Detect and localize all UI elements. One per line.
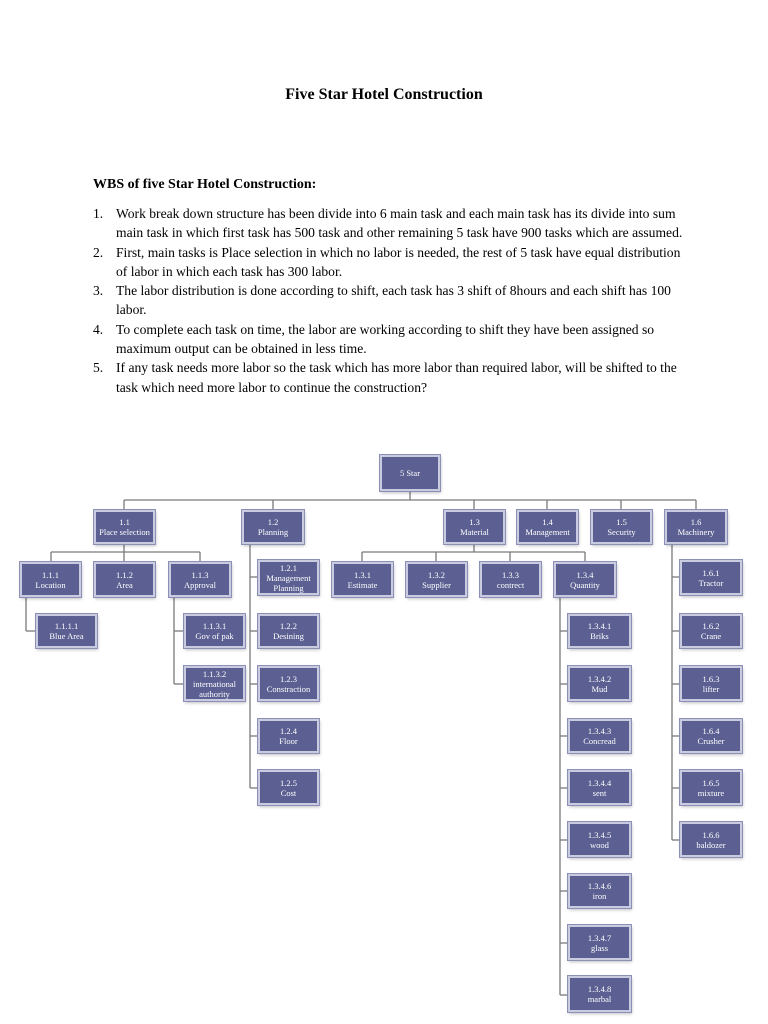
- node-code: 1.6.4: [702, 726, 720, 736]
- node-code: 1.1.2: [116, 569, 133, 580]
- node-code: 1.1.1.1: [54, 621, 79, 631]
- node-name: lifter: [702, 683, 720, 694]
- node-code: 1.3.2: [428, 569, 445, 580]
- wbs-node-1-6-3: [680, 666, 742, 701]
- list-number: 5.: [93, 360, 104, 376]
- node-code: 1.1: [119, 517, 130, 527]
- node-code: 1.3.4.5: [587, 829, 612, 840]
- wbs-node-1-2-2: [258, 614, 319, 648]
- node-name: Location: [35, 579, 66, 590]
- node-code: 1.6.3: [702, 673, 720, 684]
- node-code: 1.3.4.4: [587, 777, 612, 788]
- wbs-node-1-6-4: [680, 719, 742, 753]
- node-code: 1.1.1: [42, 569, 59, 580]
- node-code: 1.3.4: [576, 569, 594, 580]
- node-code: 1.3.1: [354, 569, 371, 580]
- node-name: wood: [590, 839, 609, 850]
- wbs-node-1-3-4-7: [568, 925, 631, 960]
- wbs-node-1-1-1: [20, 562, 81, 597]
- node-code: 1.3.4.6: [587, 881, 612, 891]
- wbs-node-1-6-2: [680, 614, 742, 648]
- wbs-node-1-6: [665, 510, 727, 544]
- node-name: Mud: [591, 683, 608, 694]
- wbs-node-1-1-3-1: [184, 614, 245, 648]
- wbs-node-1-4: [517, 510, 578, 544]
- wbs-node-1-6-5: [680, 770, 742, 805]
- document-title: Five Star Hotel Construction: [285, 86, 483, 103]
- wbs-node-1-3-2: [406, 562, 467, 597]
- list-text: Work break down structure has been divide into 6 main task and each main task has its divide into sum main task in which first task has 500 task and other remaining 5 task have 900 tasks which are assumed.: [116, 206, 683, 241]
- list-number: 2.: [93, 244, 104, 260]
- node-name: Gov of pak: [195, 631, 234, 641]
- node-code: 1.6.1: [702, 567, 720, 578]
- node-code: 1.3.4.1: [587, 621, 612, 631]
- node-code: 1.1.3.1: [202, 621, 227, 631]
- wbs-node-1-6-1: [680, 560, 742, 595]
- node-code: 1.6.5: [702, 777, 720, 788]
- list-text: The labor distribution is done according to shift, each task has 3 shift of 8hours and each shift has 100 labor.: [116, 283, 671, 318]
- list-text: To complete each task on time, the labor are working according to shift they have been assigned so maximum output can be obtained in less time.: [116, 321, 655, 357]
- section-heading: WBS of five Star Hotel Construction:: [93, 177, 317, 192]
- list-number: 4.: [93, 321, 104, 337]
- node-name: baldozer: [696, 839, 726, 850]
- node-code: 1.3.4.3: [587, 726, 612, 736]
- node-name: Desining: [273, 631, 304, 641]
- node-code: 1.2.3: [280, 673, 297, 684]
- node-code: 1.3.4.8: [587, 984, 612, 994]
- wbs-node-1-2-5: [258, 770, 319, 805]
- node-code: 1.3.3: [502, 569, 519, 580]
- node-name: Cost: [280, 787, 297, 798]
- node-code: 1.6.2: [702, 621, 720, 631]
- node-name: Blue Area: [49, 631, 84, 641]
- node-name: Material: [460, 527, 489, 537]
- wbs-root-node: [380, 455, 440, 491]
- node-name: Area: [116, 579, 133, 590]
- wbs-node-1-2: [242, 510, 304, 544]
- node-name: Briks: [590, 631, 609, 641]
- node-code: 1.2.1: [280, 562, 297, 573]
- wbs-node-1-3-4-2: [568, 666, 631, 701]
- node-name: Security: [607, 527, 636, 537]
- list-text: If any task needs more labor so the task which has more labor than required labor, will be shifted to the task which need more labor to continue the construction?: [116, 360, 677, 395]
- node-code: 1.6: [690, 517, 702, 527]
- wbs-node-1-3: [444, 510, 505, 544]
- node-name: Estimate: [347, 579, 378, 590]
- wbs-node-1-1-1-1: [36, 614, 97, 648]
- node-code: 1.1.3: [191, 569, 209, 580]
- list-text: First, main tasks is Place selection in which no labor is needed, the rest of 5 task have equal distribution of labor in which each task has 300 labor.: [116, 244, 681, 279]
- node-name: Management Planning: [266, 572, 311, 593]
- node-code: 1.6.6: [702, 829, 720, 840]
- node-name: Planning: [257, 527, 289, 537]
- node-name: Concread: [583, 736, 616, 746]
- node-name: Place selection: [99, 527, 150, 537]
- wbs-node-1-3-4-4: [568, 770, 631, 805]
- node-name: Approval: [183, 579, 217, 590]
- node-name: Management: [525, 527, 570, 537]
- node-name: international authority: [193, 678, 236, 699]
- node-code: 1.4: [542, 517, 553, 527]
- node-name: Crane: [700, 631, 722, 641]
- wbs-node-1-1: [94, 510, 155, 544]
- wbs-node-1-3-4-6: [568, 874, 631, 908]
- node-name: Constraction: [266, 683, 311, 694]
- node-name: Tractor: [698, 577, 724, 588]
- node-code: 1.2.5: [280, 777, 297, 788]
- wbs-node-1-3-3: [480, 562, 541, 597]
- wbs-node-1-3-4-3: [568, 719, 631, 753]
- wbs-node-1-3-4-5: [568, 822, 631, 857]
- node-code: 1.2.4: [280, 726, 297, 736]
- node-code: 1.1.3.2: [202, 668, 227, 679]
- wbs-node-1-1-3: [169, 562, 231, 597]
- node-code: 1.3: [469, 517, 480, 527]
- wbs-node-1-2-3: [258, 666, 319, 701]
- node-name: Machinery: [677, 527, 715, 537]
- wbs-node-1-3-4-1: [568, 614, 631, 648]
- wbs-node-1-1-3-2: [184, 666, 245, 701]
- node-code: 1.2.2: [280, 621, 297, 631]
- node-name: iron: [592, 891, 607, 901]
- node-name: glass: [591, 942, 608, 953]
- list-number: 1.: [93, 206, 104, 221]
- node-code: 1.5: [616, 517, 627, 527]
- node-code: 1.3.4.2: [587, 673, 612, 684]
- wbs-node-1-6-6: [680, 822, 742, 857]
- node-name: Floor: [279, 736, 298, 746]
- node-code: 1.2: [267, 517, 279, 527]
- wbs-node-1-2-4: [258, 719, 319, 753]
- wbs-node-1-3-1: [332, 562, 393, 597]
- node-name: mixture: [697, 787, 725, 798]
- list-number: 3.: [93, 283, 104, 299]
- node-name: marbal: [587, 994, 612, 1004]
- wbs-node-1-3-4-8: [568, 976, 631, 1012]
- node-code: 1.3.4.7: [587, 932, 612, 943]
- node-label: 5 Star: [399, 468, 421, 478]
- wbs-node-1-1-2: [94, 562, 155, 597]
- wbs-node-1-3-4: [554, 562, 616, 597]
- node-name: Quantity: [570, 579, 600, 590]
- node-name: Crusher: [697, 736, 725, 746]
- node-name: Supplier: [422, 579, 451, 590]
- node-name: sent: [592, 787, 607, 798]
- wbs-node-1-2-1: [258, 560, 319, 595]
- wbs-node-1-5: [591, 510, 652, 544]
- node-name: contrect: [496, 579, 525, 590]
